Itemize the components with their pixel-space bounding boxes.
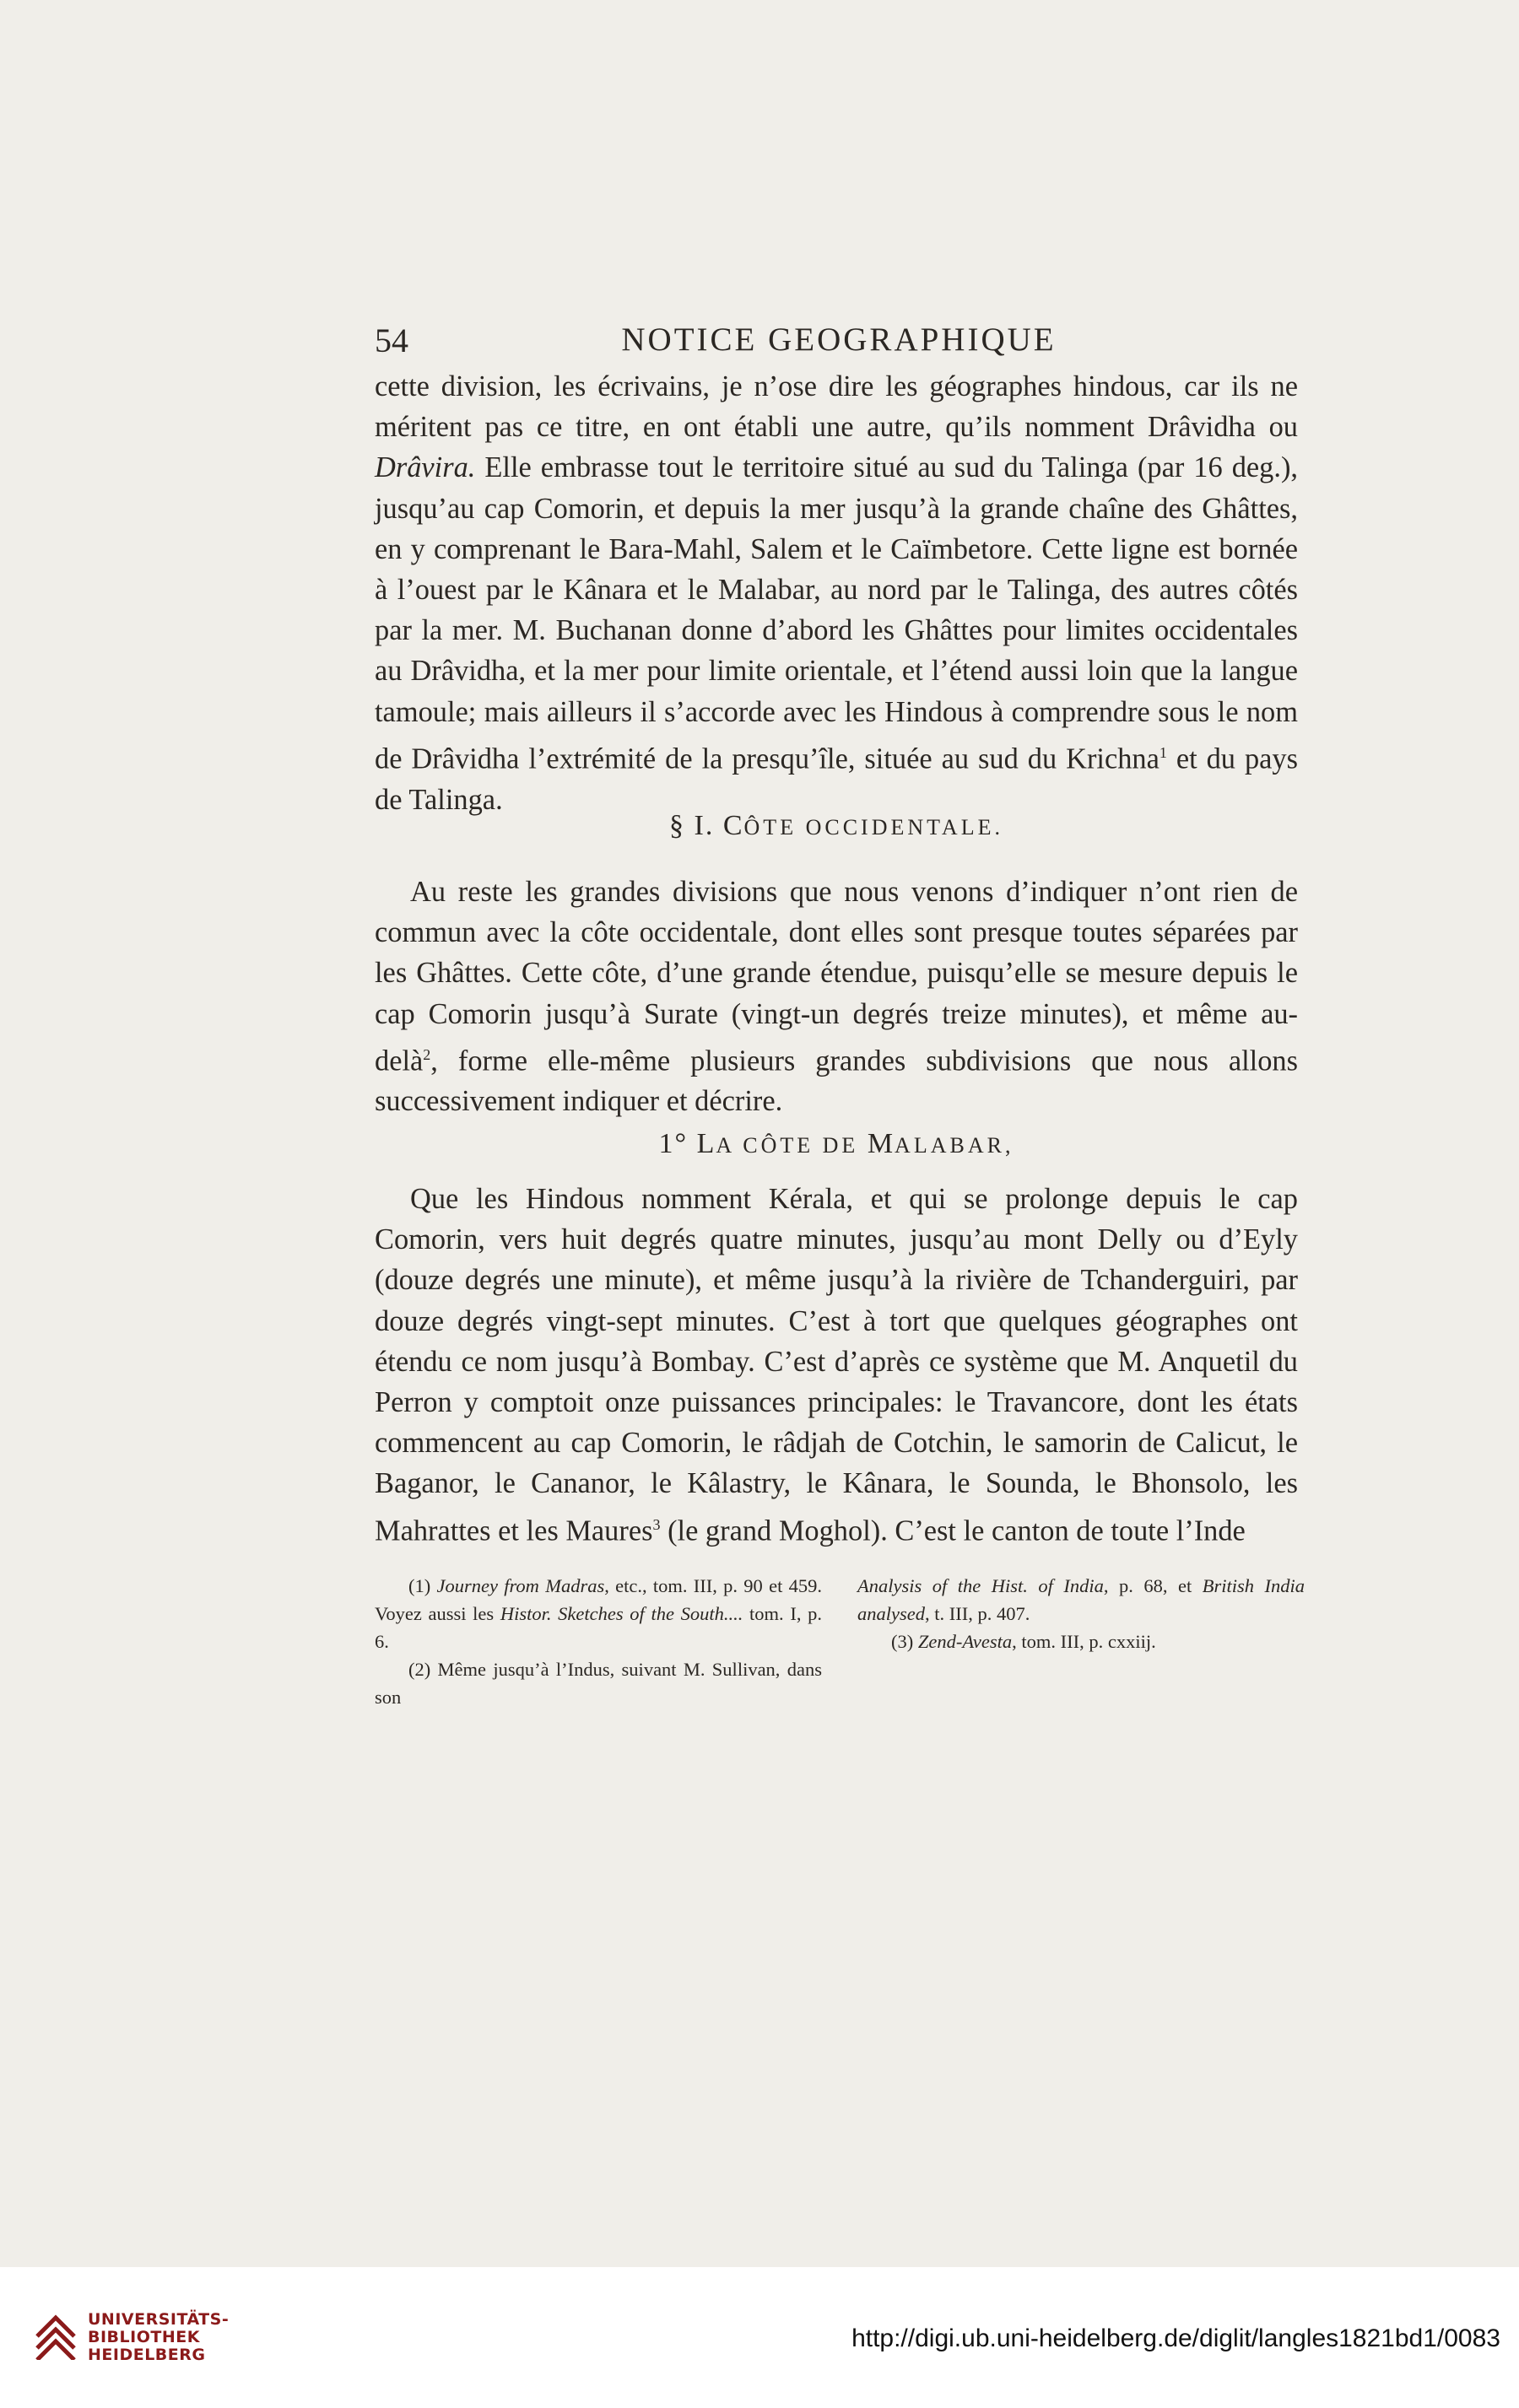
footnote-1 xyxy=(375,1572,822,1655)
footnote-number: (1) xyxy=(408,1575,437,1596)
paragraph-2 xyxy=(375,872,1298,1122)
footnote-ref: 1 xyxy=(1159,743,1167,761)
library-footer xyxy=(0,2267,1519,2408)
footnote-text: , t. III, p. 407. xyxy=(924,1603,1030,1624)
footnote-number: (3) xyxy=(891,1631,918,1652)
heading-prefix: 1° xyxy=(658,1128,697,1159)
footnote-number: (2) xyxy=(408,1659,438,1680)
permalink-url[interactable]: http://digi.ub.uni-heidelberg.de/diglit/langles1821bd1/0083 xyxy=(851,2324,1500,2352)
footnote-text: , tom. III, p. cxxiij. xyxy=(1012,1631,1156,1652)
paragraph-1 xyxy=(375,366,1298,820)
running-title: NOTICE GEOGRAPHIQUE xyxy=(621,321,1057,358)
paragraph-text: et du pays de Talinga. xyxy=(375,742,1299,816)
footnote-title: Journey from Madras xyxy=(436,1575,605,1596)
heading-rest: A CÔTE DE xyxy=(716,1133,868,1158)
footnote-text: , etc., tom. III, p. 90 et 459. Voyez aussi les xyxy=(375,1575,822,1624)
heading-cap: L xyxy=(696,1128,716,1159)
paragraph-text: Au reste les grandes divisions que nous venons d’indiquer n’ont rien de commun avec la côte occidentale, dont elles sont presque toutes séparées par les Ghâttes. Cette côte, d’une grande étendue, puisqu’elle se mesure depuis le cap Comorin jusqu’à Surate (vingt-un degrés treize minutes), et même au-delà xyxy=(375,876,1298,1077)
paragraph-text: Elle embrasse tout le territoire situé au sud du Talinga (par 16 deg.), jusqu’au cap Comorin, et depuis la mer jusqu’à la grande chaîne des Ghâttes, en y comprenant le Bara-Mahl, Salem et le Caïmbetore. Cette ligne est bornée à l’ouest par le Kânara et le Malabar, au nord par le Talinga, des autres côtés par la mer. M. Buchanan donne d’abord les Ghâttes pour limites occidentales au Drâvidha, et la mer pour limite orientale, et l’étend aussi loin que la langue tamoule; mais ailleurs il s’accorde avec les Hindous à comprendre sous le nom de Drâvidha l’extrémité de la presqu’île, située au sud du Krichna xyxy=(375,451,1298,775)
footnote-ref: 2 xyxy=(423,1045,431,1063)
heading-cap: C xyxy=(722,810,744,841)
paragraph-3 xyxy=(375,1179,1298,1551)
footnote-2-continued xyxy=(857,1572,1305,1628)
library-name-line: UNIVERSITÄTS- xyxy=(88,2310,230,2329)
heading-prefix: § I. xyxy=(669,810,723,841)
footnote-text: Même jusqu’à l’Indus, suivant M. Sullivan, dans son xyxy=(375,1659,822,1708)
library-name xyxy=(88,2311,229,2364)
italic-term: Drâvira. xyxy=(375,451,476,484)
footnote-text: tom. I, p. 6. xyxy=(375,1603,822,1652)
paragraph-text: cette division, les écrivains, je n’ose dire les géographes hindous, car ils ne méritent pas ce titre, en ont établi une autre, qu’ils nomment Drâvidha ou xyxy=(375,370,1298,444)
footnote-text: , p. 68, et xyxy=(1103,1575,1203,1596)
subsection-heading xyxy=(375,1128,1298,1160)
footnotes-left-column xyxy=(375,1572,822,1711)
heading-rest: ÔTE OCCIDENTALE. xyxy=(743,815,1003,840)
library-logo-icon xyxy=(34,2311,78,2360)
section-heading xyxy=(375,810,1298,842)
footnotes-right-column xyxy=(857,1572,1305,1655)
paragraph-text: Que les Hindous nomment Kérala, et qui se prolonge depuis le cap Comorin, vers huit degrés quatre minutes, jusqu’au mont Delly ou d’Eyly (douze degrés une minute), et même jusqu’à la rivière de Tchanderguiri, par douze degrés vingt-sept minutes. C’est à tort que quelques géographes ont étendu ce nom jusqu’à Bombay. C’est d’après ce système que M. Anquetil du Perron y comptoit onze puissances principales: le Travancore, dont les états commencent au cap Comorin, le râdjah de Cotchin, le samorin de Calicut, le Baganor, le Cananor, le Kâlastry, le Kânara, le Sounda, le Bhonsolo, les Mahrattes et les Maures xyxy=(375,1183,1298,1547)
footnote-title: British India analysed xyxy=(857,1575,1305,1624)
library-name-line: HEIDELBERG xyxy=(88,2346,206,2364)
page-header xyxy=(375,314,1303,364)
paragraph-text: (le grand Moghol). C’est le canton de toute l’Inde xyxy=(660,1514,1246,1547)
footnote-2 xyxy=(375,1655,822,1711)
footnote-3 xyxy=(857,1628,1305,1655)
footnote-title: Zend-Avesta xyxy=(917,1631,1013,1652)
footnote-title: Histor. Sketches of the South.... xyxy=(500,1603,743,1624)
footnote-title: Analysis of the Hist. of India xyxy=(857,1575,1104,1596)
paragraph-text: , forme elle-même plusieurs grandes subdivisions que nous allons successivement indiquer et décrire. xyxy=(375,1045,1298,1118)
heading-rest: ALABAR, xyxy=(895,1133,1014,1158)
footnotes xyxy=(375,1572,1305,1708)
library-name-line: BIBLIOTHEK xyxy=(88,2328,200,2346)
heading-cap: M xyxy=(867,1128,895,1159)
page-number: 54 xyxy=(375,321,408,359)
footnote-ref: 3 xyxy=(652,1515,661,1533)
